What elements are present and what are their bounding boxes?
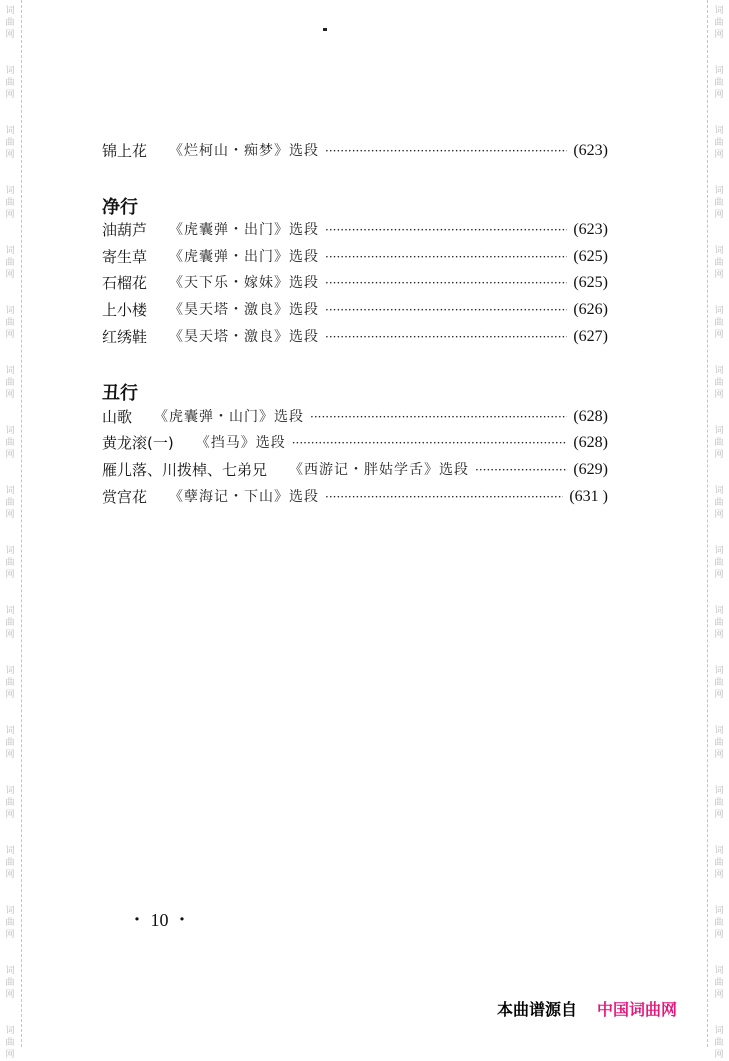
- watermark-glyphs: 词 曲 网: [714, 606, 724, 640]
- dot-leader: [292, 432, 568, 454]
- page-ref: (623): [573, 142, 608, 159]
- aria-name: 赏宫花: [102, 488, 148, 506]
- watermark-glyphs: 词 曲 网: [5, 966, 15, 1000]
- watermark-glyphs: 词 曲 网: [714, 546, 724, 580]
- source-footer: [497, 997, 677, 1020]
- page-ref: (625): [573, 274, 608, 291]
- toc-entry[interactable]: [102, 219, 608, 241]
- watermark-glyphs: 词 曲 网: [714, 366, 724, 400]
- aria-name: 油葫芦: [102, 221, 148, 239]
- source-label: 本曲谱源自: [497, 1000, 578, 1019]
- watermark-glyphs: 词 曲 网: [5, 366, 15, 400]
- watermark-glyphs: 词 曲 网: [714, 426, 724, 460]
- dot-leader: [325, 326, 567, 348]
- watermark-glyphs: 词 曲 网: [714, 126, 724, 160]
- page-ref: (628): [573, 434, 608, 451]
- watermark-glyphs: 词 曲 网: [5, 66, 15, 100]
- watermark-glyphs: 词 曲 网: [5, 726, 15, 760]
- toc-entry[interactable]: [102, 326, 608, 348]
- source-title: 《西游记・胖姑学舌》选段: [289, 462, 470, 478]
- toc-entry[interactable]: [102, 459, 608, 481]
- watermark-glyphs: 词 曲 网: [714, 786, 724, 820]
- page-ref: (626): [573, 301, 608, 318]
- aria-name: 上小楼: [102, 301, 148, 319]
- watermark-glyphs: 词 曲 网: [5, 6, 15, 40]
- toc-entry[interactable]: [102, 246, 608, 268]
- aria-name: 山歌: [102, 408, 133, 426]
- watermark-glyphs: 词 曲 网: [714, 906, 724, 940]
- page-ref: (628): [573, 408, 608, 425]
- watermark-glyphs: 词 曲 网: [714, 486, 724, 520]
- aria-name: 寄生草: [102, 248, 148, 266]
- watermark-glyphs: 词 曲 网: [714, 246, 724, 280]
- watermark-glyphs: 词 曲 网: [5, 546, 15, 580]
- source-title: 《昊天塔・激良》选段: [169, 329, 320, 345]
- watermark-glyphs: 词 曲 网: [714, 666, 724, 700]
- watermark-glyphs: 词 曲 网: [5, 846, 15, 880]
- toc-entry[interactable]: [102, 140, 608, 162]
- watermark-glyphs: 词 曲 网: [5, 126, 15, 160]
- section-heading-chou: 丑行: [102, 383, 138, 404]
- toc-entry[interactable]: [102, 272, 608, 294]
- page-ref: (629): [573, 461, 608, 478]
- source-title: 《烂柯山・痴梦》选段: [169, 143, 320, 159]
- watermark-glyphs: 词 曲 网: [5, 666, 15, 700]
- watermark-glyphs: 词 曲 网: [5, 306, 15, 340]
- watermark-glyphs: 词 曲 网: [714, 186, 724, 220]
- watermark-glyphs: 词 曲 网: [714, 846, 724, 880]
- watermark-glyphs: 词 曲 网: [5, 1026, 15, 1060]
- dot-leader: [310, 406, 567, 428]
- watermark-glyphs: 词 曲 网: [5, 486, 15, 520]
- watermark-glyphs: 词 曲 网: [5, 786, 15, 820]
- dot-leader: [475, 459, 567, 481]
- aria-name: 锦上花: [102, 142, 148, 160]
- watermark-glyphs: 词 曲 网: [5, 606, 15, 640]
- aria-name: 石榴花: [102, 274, 148, 292]
- watermark-glyphs: 词 曲 网: [5, 186, 15, 220]
- left-watermark-column: [3, 0, 17, 1060]
- page-ref: (623): [573, 221, 608, 238]
- aria-name: 红绣鞋: [102, 328, 148, 346]
- watermark-glyphs: 词 曲 网: [5, 426, 15, 460]
- aria-name: 黄龙滚(一): [102, 434, 174, 452]
- watermark-glyphs: 词 曲 网: [714, 1026, 724, 1060]
- dot-leader: [325, 246, 567, 268]
- watermark-glyphs: 词 曲 网: [714, 66, 724, 100]
- page-ref: (627): [573, 328, 608, 345]
- source-title: 《挡马》选段: [195, 435, 286, 451]
- watermark-glyphs: 词 曲 网: [5, 246, 15, 280]
- section-heading-jing: 净行: [102, 197, 138, 218]
- dot-leader: [325, 299, 567, 321]
- aria-name: 雁儿落、川拨棹、七弟兄: [102, 461, 268, 479]
- toc-entry[interactable]: [102, 406, 608, 428]
- watermark-glyphs: 词 曲 网: [714, 966, 724, 1000]
- page-ref: (631 ): [569, 488, 608, 505]
- dot-leader: [325, 140, 567, 162]
- left-dashed-border: [21, 0, 22, 1047]
- dot-leader: [325, 219, 567, 241]
- source-title: 《虎囊弹・出门》选段: [169, 222, 320, 238]
- source-title: 《天下乐・嫁妹》选段: [169, 275, 320, 291]
- watermark-glyphs: 词 曲 网: [714, 6, 724, 40]
- right-dashed-border: [707, 0, 708, 1047]
- page-number: ・ 10 ・: [128, 910, 191, 930]
- source-title: 《昊天塔・激良》选段: [169, 302, 320, 318]
- watermark-glyphs: 词 曲 网: [714, 306, 724, 340]
- watermark-glyphs: 词 曲 网: [5, 906, 15, 940]
- toc-entry[interactable]: [102, 486, 608, 508]
- toc-entry[interactable]: [102, 432, 608, 454]
- page-ref: (625): [573, 248, 608, 265]
- right-watermark-column: [712, 0, 726, 1060]
- dot-leader: [325, 486, 563, 508]
- dot-leader: [325, 272, 567, 294]
- source-title: 《孽海记・下山》选段: [169, 489, 320, 505]
- source-title: 《虎囊弹・出门》选段: [169, 249, 320, 265]
- site-name-link[interactable]: 中国词曲网: [597, 1000, 678, 1019]
- source-title: 《虎囊弹・山门》选段: [154, 409, 305, 425]
- toc-entry[interactable]: [102, 299, 608, 321]
- scan-mark: [323, 28, 327, 31]
- watermark-glyphs: 词 曲 网: [714, 726, 724, 760]
